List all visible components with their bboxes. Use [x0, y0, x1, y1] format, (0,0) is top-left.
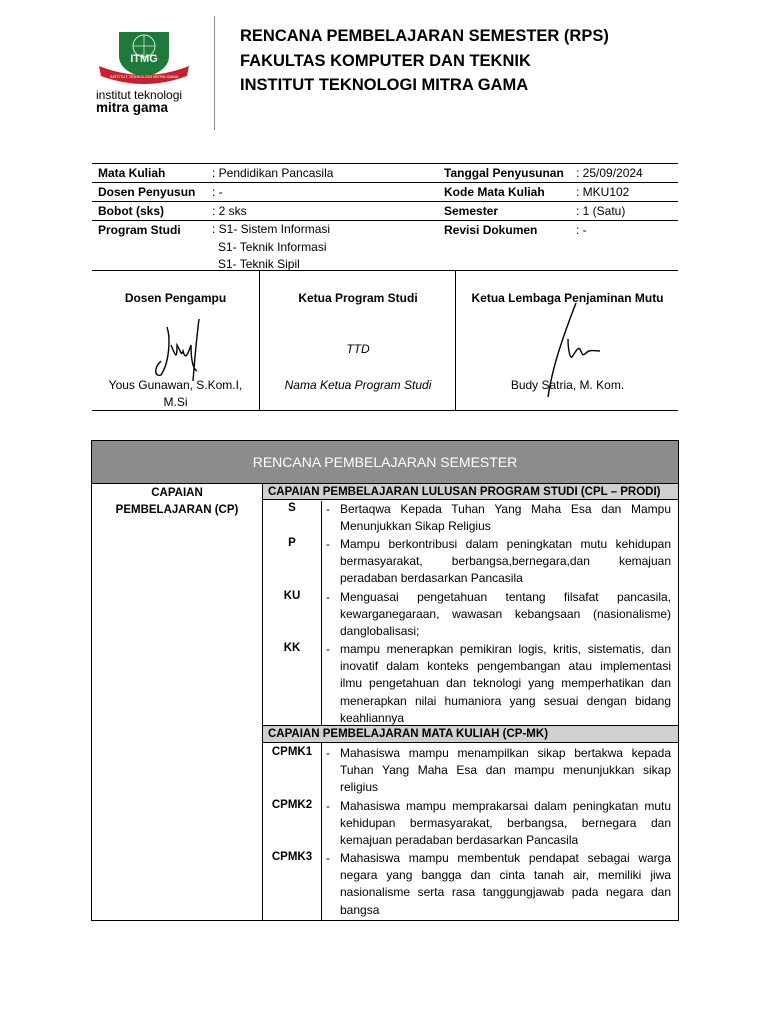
institute-logo	[94, 26, 194, 118]
value-semester: : 1 (Satu)	[576, 204, 626, 218]
value-prodi	[212, 221, 330, 274]
cpmk-code: CPMK1	[271, 746, 313, 758]
value-bobot: : 2 sks	[212, 204, 247, 218]
sig-name-line: M.Si	[163, 394, 188, 409]
info-row-2	[92, 183, 678, 202]
prodi-item: S1- Teknik Informasi	[218, 239, 327, 254]
bullet-dash: -	[326, 502, 330, 516]
bullet-dash: -	[326, 746, 330, 760]
signature-dosen	[92, 271, 259, 410]
sig-name-line: Yous Gunawan, S.Kom.I,	[108, 378, 243, 392]
code-separator	[321, 743, 322, 920]
cp-label-line: CAPAIAN	[151, 487, 203, 499]
bullet-dash: -	[326, 851, 330, 865]
value-revisi: : -	[576, 223, 587, 237]
value-tanggal: : 25/09/2024	[576, 166, 643, 180]
label-dosen: Dosen Penyusun	[98, 185, 196, 199]
rps-table	[91, 440, 679, 921]
title-line-2: FAKULTAS KOMPUTER DAN TEKNIK	[240, 51, 531, 70]
logo-text: ITMG	[130, 53, 158, 65]
label-bobot: Bobot (sks)	[98, 204, 164, 218]
label-prodi: Program Studi	[98, 223, 181, 237]
cpl-text: Mampu berkontribusi dalam peningkatan mutu kehidupan bermasyarakat, berbangsa,bernegara,dan kemajuan peradaban berdasarkan Pancasila	[340, 537, 671, 586]
title-line-3: INSTITUT TEKNOLOGI MITRA GAMA	[240, 76, 529, 94]
label-mata-kuliah: Mata Kuliah	[98, 166, 166, 180]
sig-head-dosen: Dosen Pengampu	[124, 291, 227, 305]
cpl-code: P	[288, 537, 296, 549]
logo-name-line1: institut teknologi	[96, 88, 183, 102]
label-tanggal: Tanggal Penyusunan	[444, 166, 564, 180]
signature-kaprodi	[259, 271, 456, 410]
bullet-dash: -	[326, 590, 330, 604]
info-row-1	[92, 164, 678, 183]
value-kode: : MKU102	[576, 185, 630, 199]
cp-label-line: PEMBELAJARAN (CP)	[115, 503, 239, 516]
bullet-dash: -	[326, 799, 330, 813]
cpl-text: Bertaqwa Kepada Tuhan Yang Maha Esa dan Mampu Menunjukkan Sikap Religius	[340, 502, 671, 534]
label-semester: Semester	[444, 204, 499, 218]
signature-image-dosen	[147, 315, 217, 385]
sig-head-lpm: Ketua Lembaga Penjaminan Mutu	[471, 291, 664, 305]
info-row-4	[92, 221, 678, 273]
cpmk-text: Mahasiswa mampu menampilkan sikap bertakwa kepada Tuhan Yang Maha Esa dan mampu menunjukkan sikap religius	[340, 746, 671, 795]
cpmk-text: Mahasiswa mampu membentuk pendapat sebagai warga negara yang bangga dan cinta tanah air, memiliki jiwa nasionalisme serta rasa tanggungjawab pada negara dan bangsa	[340, 851, 671, 917]
cpmk-bar: CAPAIAN PEMBELAJARAN MATA KULIAH (CP-MK)	[263, 725, 678, 743]
bullet-dash: -	[326, 537, 330, 551]
signature-lpm	[455, 271, 679, 410]
cpl-bar: CAPAIAN PEMBELAJARAN LULUSAN PROGRAM STUDI (CPL – PRODI)	[263, 484, 678, 500]
label-kode: Kode Mata Kuliah	[444, 185, 545, 199]
info-row-3	[92, 202, 678, 221]
logo-ribbon: INSTITUT TEKNOLOGI MITRA GAMA	[109, 74, 179, 79]
label-revisi: Revisi Dokumen	[444, 223, 538, 237]
sig-ttd: TTD	[346, 342, 370, 356]
cpmk-code: CPMK2	[271, 799, 313, 811]
prodi-item: : S1- Sistem Informasi	[212, 222, 331, 236]
cp-label	[92, 484, 262, 518]
code-separator	[321, 501, 322, 725]
sig-name-dosen	[92, 377, 259, 410]
bullet-dash: -	[326, 642, 330, 656]
cpl-code: S	[288, 502, 296, 514]
value-dosen: : -	[212, 185, 223, 199]
document-title	[240, 24, 609, 98]
cpl-text: Menguasai pengetahuan tentang filsafat pancasila, kewarganegaraan, wawasan kebangsaan (nasionalisme) danglobalisasi;	[340, 590, 671, 639]
sig-head-kaprodi: Ketua Program Studi	[298, 291, 418, 305]
prodi-item: S1- Teknik Sipil	[218, 257, 300, 271]
signature-table	[92, 270, 678, 411]
sig-name-lpm: Budy Satria, M. Kom.	[510, 378, 625, 392]
header-divider	[214, 16, 215, 130]
logo-name-line2: mitra gama	[96, 100, 169, 115]
cpl-text: mampu menerapkan pemikiran logis, kritis, sistematis, dan inovatif dalam konteks pengembangan atau implementasi ilmu pengetahuan dan teknologi yang memperhatikan dan menerapkan nilai humaniora yang sesuai dengan bidang keahliannya	[340, 642, 671, 725]
rps-title: RENCANA PEMBELAJARAN SEMESTER	[92, 441, 678, 484]
sig-name-kaprodi: Nama Ketua Program Studi	[284, 378, 432, 392]
cpmk-text: Mahasiswa mampu memprakarsai dalam peningkatan mutu kehidupan bermasyarakat, berbangsa, bernegara dan kemajuan peradaban berdasarkan Pancasila	[340, 799, 671, 848]
cpl-code: KK	[283, 642, 301, 654]
value-mata-kuliah: : Pendidikan Pancasila	[212, 166, 334, 180]
course-info-table	[92, 163, 678, 273]
title-line-1: RENCANA PEMBELAJARAN SEMESTER (RPS)	[240, 27, 609, 45]
cpmk-code: CPMK3	[271, 851, 313, 863]
cpl-code: KU	[283, 590, 301, 602]
